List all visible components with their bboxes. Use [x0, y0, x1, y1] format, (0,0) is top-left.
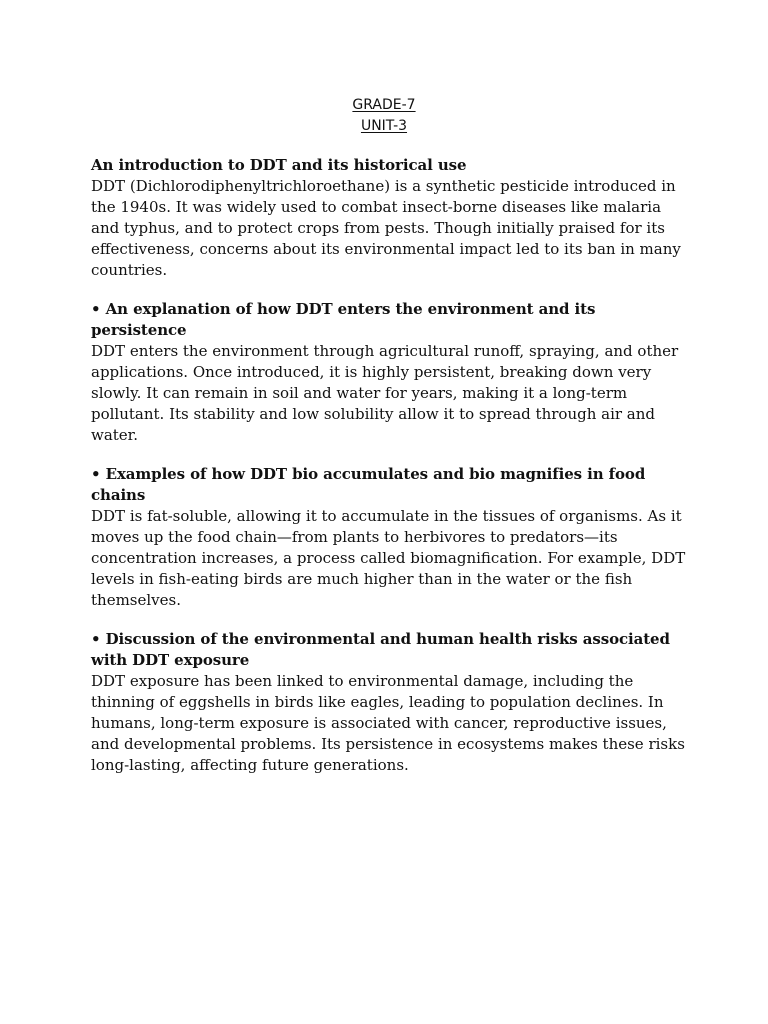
unit-label: UNIT-3 [360, 118, 408, 134]
section-body: DDT enters the environment through agricultural runoff, spraying, and other applications. Once introduced, it is highly persistent, breaking down very slowly. It can remain in soil and water for years, making it a long-term pollutant. Its stability and low solubility allow it to spread through air and water. [91, 342, 679, 444]
section-body: DDT is fat-soluble, allowing it to accumulate in the tissues of organisms. As it moves up the food chain—from plants to herbivores to predators—its concentration increases, a process called biomagnification. For example, DDT levels in fish-eating birds are much higher than in the water or the fish themselves. [91, 507, 686, 609]
section-environment-entry [91, 299, 691, 446]
section-heading: An introduction to DDT and its historical use [91, 156, 467, 174]
section-health-risks [91, 629, 691, 776]
document-content [91, 155, 691, 794]
section-introduction [91, 155, 691, 281]
section-bioaccumulation [91, 464, 691, 611]
grade-label: GRADE-7 [352, 97, 416, 113]
section-body: DDT exposure has been linked to environmental damage, including the thinning of eggshells in birds like eagles, leading to population declines. In humans, long-term exposure is associated with cancer, reproductive issues, and developmental problems. Its persistence in ecosystems makes these risks long-lasting, affecting future generations. [91, 672, 685, 774]
section-heading: • Examples of how DDT bio accumulates and bio magnifies in food chains [91, 465, 646, 504]
section-heading: • Discussion of the environmental and human health risks associated with DDT exposure [91, 630, 670, 669]
section-body: DDT (Dichlorodiphenyltrichloroethane) is a synthetic pesticide introduced in the 1940s. It was widely used to combat insect-borne diseases like malaria and typhus, and to protect crops from pests. Though initially praised for its effectiveness, concerns about its environmental impact led to its ban in many countries. [91, 177, 681, 279]
section-heading: • An explanation of how DDT enters the environment and its persistence [91, 300, 596, 339]
document-header [0, 95, 768, 137]
